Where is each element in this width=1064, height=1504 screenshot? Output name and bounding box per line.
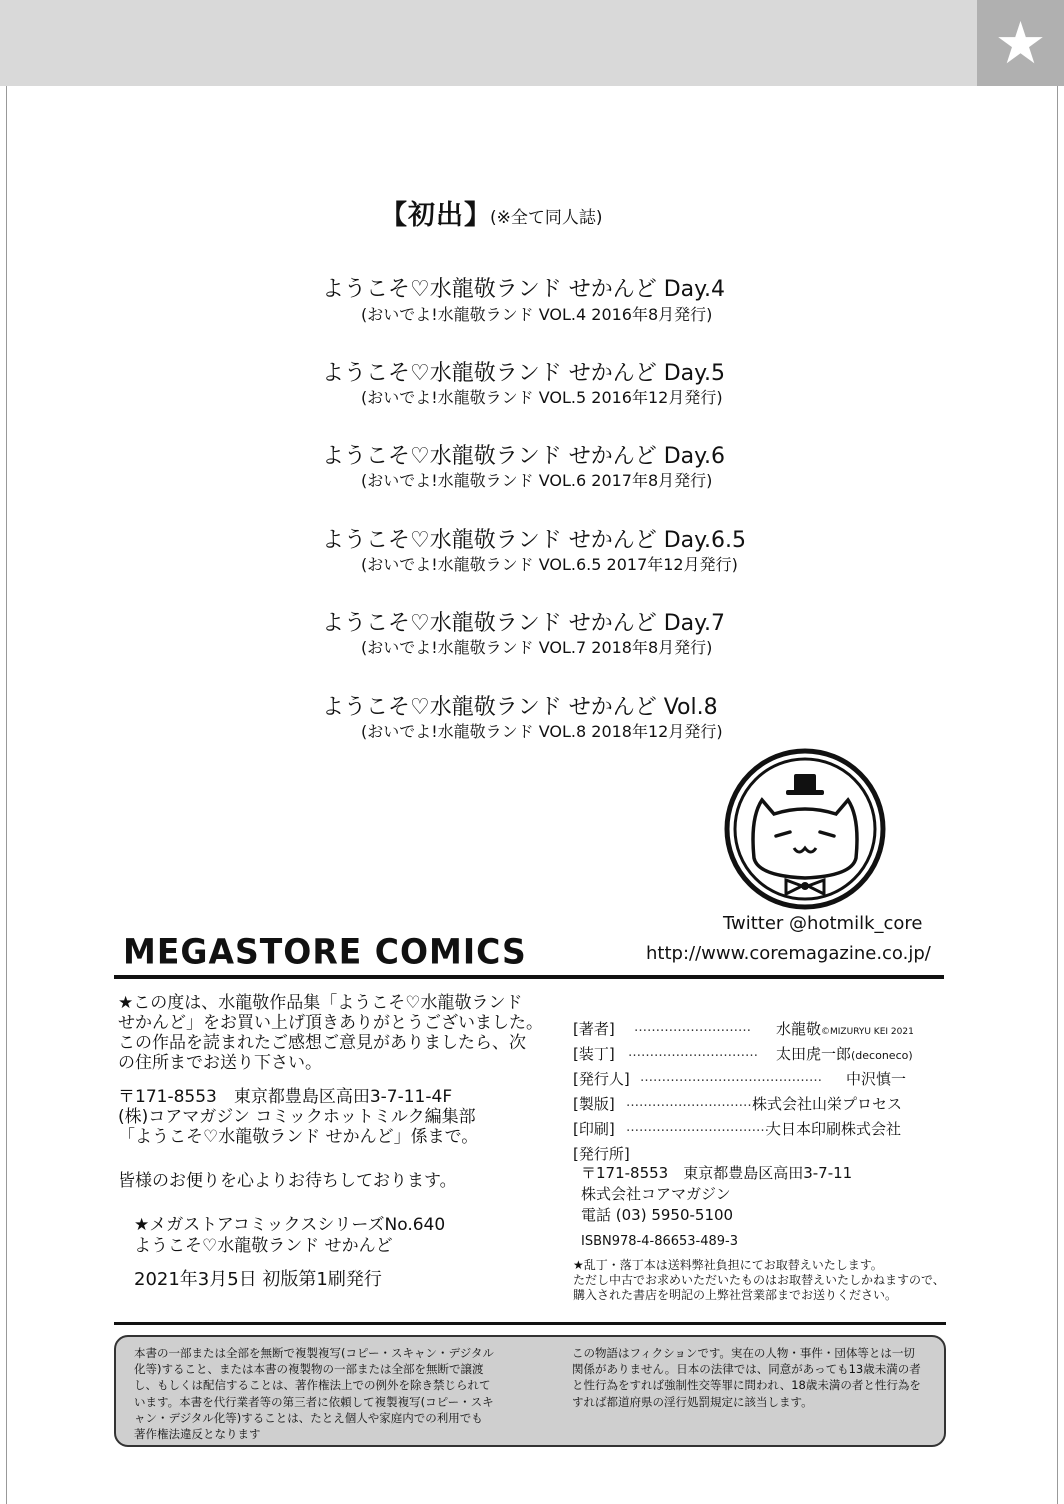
credit-suffix: ©MIZURYU KEI 2021 <box>821 1027 914 1037</box>
divider-bottom <box>114 1322 946 1325</box>
entry-source: (おいでよ!水龍敬ランド VOL.6 2017年8月発行) <box>361 471 713 490</box>
address-line: (株)コアマガジン コミックホットミルク編集部 <box>118 1107 476 1127</box>
entry-source: (おいでよ!水龍敬ランド VOL.4 2016年8月発行) <box>361 305 713 324</box>
issuer-label: [発行所] <box>573 1145 630 1163</box>
entry-title: ようこそ♡水龍敬ランド せかんど Day.7 <box>322 611 726 636</box>
address-line: 〒171-8553 東京都豊島区高田3-7-11-4F <box>118 1087 453 1107</box>
issuer-address: 〒171-8553 東京都豊島区高田3-7-11 <box>581 1164 853 1182</box>
series-number: ★メガストアコミックスシリーズNo.640 <box>134 1215 446 1235</box>
fiction-notice: この物語はフィクションです。実在の人物・事件・団体等とは一切関係がありません。日本の法律では、同意があっても13歳未満の者と性行為をすれば強制性交等罪に問われ、18歳未満の者と性行為をすれば都道府県の淫行処罰規定に該当します。 <box>572 1346 921 1409</box>
first-pub-heading: 【初出】 <box>380 200 492 231</box>
credit-leader: ……………………… <box>634 1020 751 1035</box>
entry-source: (おいでよ!水龍敬ランド VOL.5 2016年12月発行) <box>361 388 723 407</box>
issuer-phone: 電話 (03) 5950-5100 <box>581 1206 734 1224</box>
entry-title: ようこそ♡水龍敬ランド せかんど Vol.8 <box>322 695 718 720</box>
mail-address <box>118 1087 478 1147</box>
credit-label: [製版] <box>573 1095 615 1113</box>
entry-title: ようこそ♡水龍敬ランド せかんど Day.6.5 <box>322 528 746 553</box>
credit-leader: …………………………………… <box>640 1070 822 1085</box>
divider-top <box>114 975 944 979</box>
credit-value-text: 太田虎一郎 <box>776 1045 852 1063</box>
credit-value <box>776 1043 913 1064</box>
credit-label: [発行人] <box>573 1070 630 1088</box>
website-link[interactable]: http://www.coremagazine.co.jp/ <box>646 943 931 964</box>
entry-title: ようこそ♡水龍敬ランド せかんど Day.5 <box>322 361 726 386</box>
entry-title: ようこそ♡水龍敬ランド せかんど Day.4 <box>322 277 726 302</box>
closing-text: 皆様のお便りを心よりお待ちしております。 <box>118 1171 457 1191</box>
issuer-company: 株式会社コアマガジン <box>581 1185 731 1203</box>
message-line: この作品を読まれたご感想ご意見がありましたら、次 <box>118 1033 526 1053</box>
credit-leader: ………………………… <box>626 1095 756 1110</box>
brand-logo: MEGASTORE COMICS <box>123 931 527 972</box>
publication-date: 2021年3月5日 初版第1刷発行 <box>134 1269 382 1290</box>
reader-message <box>118 993 543 1073</box>
book-title: ようこそ♡水龍敬ランド せかんど <box>134 1236 393 1256</box>
entry-source: (おいでよ!水龍敬ランド VOL.7 2018年8月発行) <box>361 638 713 657</box>
note-line: ただし中古でお求めいただいたものはお取替えいたしかねますので、 <box>573 1273 945 1287</box>
cat-mascot-logo <box>724 748 886 910</box>
copyright-notice: 本書の一部または全部を無断で複製複写(コピー・スキャン・デジタル化等)すること、または本書の複製物の一部または全部を無断で譲渡し、もしくは配信することは、著作権法上での例外を除き禁じられています。本書を代行業者等の第三者に依頼して複製複写(コピー・スキャン・デジタル化等)することは、たとえ個人や家庭内での利用でも著作権法違反となります <box>134 1346 494 1442</box>
credit-label: [装丁] <box>573 1045 615 1063</box>
replacement-note <box>573 1258 945 1303</box>
credit-value: 大日本印刷株式会社 <box>766 1120 902 1138</box>
address-line: 「ようこそ♡水龍敬ランド せかんど」係まで。 <box>118 1127 479 1147</box>
message-line: ★この度は、水龍敬作品集「ようこそ♡水龍敬ランド <box>118 993 523 1013</box>
credit-value: 株式会社山栄プロセス <box>752 1095 903 1113</box>
entry-source: (おいでよ!水龍敬ランド VOL.8 2018年12月発行) <box>361 722 723 741</box>
credit-value-text: 水龍敬 <box>776 1020 822 1038</box>
credit-label: [印刷] <box>573 1120 615 1138</box>
credit-leader: ………………………… <box>628 1045 758 1060</box>
note-line: ★乱丁・落丁本は送料弊社負担にてお取替えいたします。 <box>573 1258 883 1272</box>
legal-notice-box <box>114 1335 946 1447</box>
top-band <box>0 0 1064 86</box>
twitter-link[interactable]: Twitter @hotmilk_core <box>723 913 923 934</box>
credit-value: 中沢慎一 <box>846 1070 907 1088</box>
isbn: ISBN978-4-86653-489-3 <box>581 1234 739 1249</box>
credit-value <box>776 1018 914 1039</box>
credit-leader: …………………………… <box>626 1120 769 1135</box>
credit-suffix: (deconeco) <box>851 1049 913 1062</box>
first-pub-note: (※全て同人誌) <box>490 208 603 228</box>
note-line: 購入された書店を明記の上弊社営業部までお送りください。 <box>573 1288 898 1302</box>
star-badge <box>977 0 1064 86</box>
message-line: の住所までお送り下さい。 <box>118 1053 322 1073</box>
credit-label: [著者] <box>573 1020 615 1038</box>
entry-source: (おいでよ!水龍敬ランド VOL.6.5 2017年12月発行) <box>361 555 738 574</box>
entry-title: ようこそ♡水龍敬ランド せかんど Day.6 <box>322 444 726 469</box>
star-icon: ★ <box>994 9 1047 77</box>
message-line: せかんど」をお買い上げ頂きありがとうございました。 <box>118 1013 543 1033</box>
